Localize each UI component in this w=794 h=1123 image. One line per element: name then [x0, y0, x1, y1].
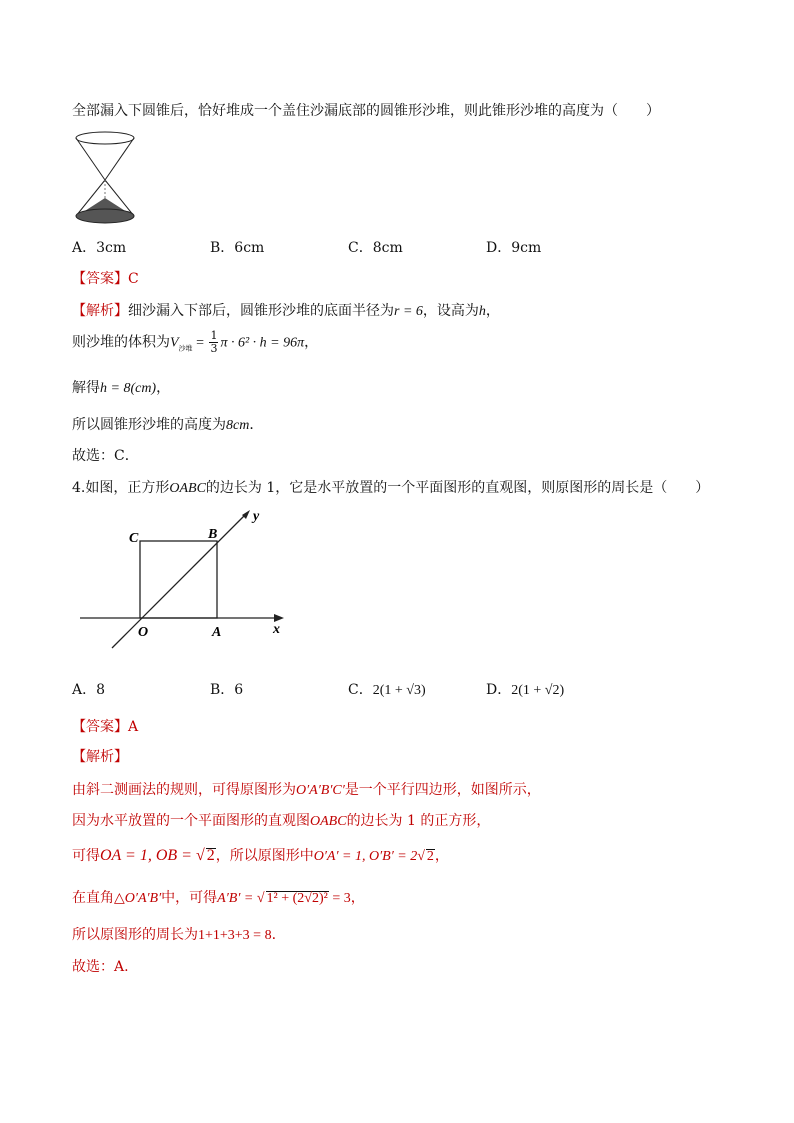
label-o: O — [138, 625, 149, 640]
q3-analysis-text-2: 则沙堆的体积为 — [72, 334, 170, 351]
q3-result-math: 8cm — [226, 418, 250, 433]
q4-analysis-line-1 — [72, 779, 541, 799]
q3-option-b: B．6cm — [210, 240, 265, 256]
q4-analysis-text-5b: . — [271, 927, 277, 943]
q3-volume-expr: π · 6² · h = 96π — [220, 335, 305, 351]
q4-analysis-line-2 — [72, 810, 490, 830]
q3-choose-line: 故选：C． — [72, 448, 139, 464]
q3-height-var: h — [478, 304, 486, 319]
q3-radius-math: r = 6 — [394, 304, 423, 319]
q4-option-c-math: 2(1 + √3) — [372, 683, 426, 698]
q4-option-c-letter: C． — [348, 682, 373, 698]
q4-sqrt-2: 2 — [426, 849, 434, 864]
q4-analysis-math-3b: O′A′ = 1, O′B′ = 2 — [313, 849, 418, 864]
q4-analysis-text-4c: ， — [350, 890, 365, 906]
q3-analysis-text-1: 细沙漏入下部后，圆锥形沙堆的底面半径为 — [128, 303, 394, 319]
q3-analysis-text-4b: ． — [249, 417, 264, 433]
q4-answer: A — [128, 719, 139, 735]
q3-analysis-text-3: 解得 — [72, 380, 100, 396]
q3-answer: C — [128, 271, 139, 287]
q3-analysis-text-3b: ， — [156, 380, 171, 396]
q3-volume-var: V — [170, 335, 179, 351]
q4-analysis-text-2b: 的边长为 1 的正方形， — [346, 813, 491, 829]
label-y: y — [253, 509, 260, 524]
q4-answer-line — [72, 716, 138, 736]
q4-stem — [72, 477, 709, 497]
q3-analysis-line-1 — [72, 300, 500, 320]
q4-sqrt-3: 1² + (2√2)² — [266, 891, 328, 906]
q3-answer-tag: 【答案】 — [72, 271, 128, 287]
q3-analysis-text-1b: ，设高为 — [422, 303, 479, 319]
q4-option-d-math: 2(1 + √2) — [511, 683, 565, 698]
q4-option-b: B．6 — [210, 682, 244, 698]
label-x: x — [273, 622, 280, 637]
q4-analysis-text-5: 所以原图形的周长为 — [72, 927, 198, 943]
q3-solution-math: h = 8(cm) — [100, 381, 157, 396]
q4-analysis-text-2: 因为水平放置的一个平面图形的直观图 — [72, 813, 310, 829]
label-a: A — [212, 625, 222, 640]
q4-analysis-math-4b: A′B′ = — [217, 891, 257, 906]
q3-option-d: D．9cm — [486, 240, 542, 256]
q4-option-c — [348, 679, 426, 699]
q4-analysis-text-3b: ，所以原图形中 — [215, 848, 314, 864]
q3-analysis-text-1c: ， — [485, 303, 500, 319]
q4-analysis-math-3a: OA = 1, OB = — [100, 847, 196, 864]
q3-analysis-text-4: 所以圆锥形沙堆的高度为 — [72, 417, 226, 433]
q3-option-a: A．3cm — [72, 240, 127, 256]
q3-fraction-num: 1 — [210, 329, 218, 342]
q4-stem-math: OABC — [169, 481, 206, 496]
q4-analysis-line-3: 可得OA = 1, OB = √ 2，所以原图形中O′A′ = 1, O′B′ = 2√ 2， — [72, 847, 449, 864]
q4-analysis-line-4: 在直角△O′A′B′中，可得A′B′ = √ 1² + (2√2)² = 3， — [72, 890, 365, 906]
q3-analysis-line-4 — [72, 414, 263, 434]
q4-analysis-line-5 — [72, 924, 276, 944]
q3-volume-eq: = — [192, 335, 208, 351]
q4-analysis-math-1: O′A′B′C′ — [296, 783, 345, 798]
q4-analysis-text-4: 在直角 — [72, 890, 114, 906]
q4-answer-tag: 【答案】 — [72, 719, 128, 735]
q3-stem: 全部漏入下圆锥后，恰好堆成一个盖住沙漏底部的圆锥形沙堆，则此锥形沙堆的高度为（ ） — [72, 103, 660, 119]
q4-analysis-tag: 【解析】 — [72, 749, 128, 765]
q3-analysis-text-2b: ， — [304, 334, 319, 351]
q4-option-a: A．8 — [72, 682, 106, 698]
q4-analysis-text-1: 由斜二测画法的规则，可得原图形为 — [72, 782, 296, 798]
q3-answer-line — [72, 268, 139, 288]
q4-analysis-math-4c: = 3 — [328, 891, 351, 906]
q4-sqrt-1: 2 — [206, 847, 215, 864]
q4-stem-text-b: 的边长为 1，它是水平放置的一个平面图形的直观图，则原图形的周长是（ ） — [205, 480, 710, 496]
q4-analysis-text-3: 可得 — [72, 848, 100, 864]
q4-analysis-text-1b: 是一个平行四边形，如图所示， — [344, 782, 541, 798]
label-c: C — [129, 531, 139, 546]
q3-volume-sub: 沙堆 — [178, 344, 193, 353]
q3-fraction-den: 3 — [210, 342, 218, 355]
q4-analysis-text-3c: ， — [434, 848, 449, 864]
q3-analysis-line-2 — [72, 330, 318, 355]
hourglass-figure — [72, 128, 138, 228]
q3-volume-fraction — [209, 330, 218, 355]
q3-analysis-line-3 — [72, 377, 170, 397]
q4-analysis-math-5: 1+1+3+3 = 8 — [198, 928, 272, 943]
q4-option-d-letter: D． — [486, 682, 512, 698]
q3-analysis-tag: 【解析】 — [72, 303, 128, 319]
label-b: B — [208, 527, 218, 542]
q4-analysis-math-2: OABC — [310, 814, 347, 829]
q4-analysis-math-4a: △O′A′B′ — [114, 891, 162, 906]
q4-analysis-text-4b: 中，可得 — [161, 890, 218, 906]
q4-choose-line: 故选：A. — [72, 959, 129, 975]
square-oabc-figure — [72, 500, 297, 660]
q4-stem-text-a: 4.如图，正方形 — [72, 480, 170, 496]
q3-option-c: C．8cm — [348, 240, 403, 256]
q4-option-d — [486, 679, 564, 699]
